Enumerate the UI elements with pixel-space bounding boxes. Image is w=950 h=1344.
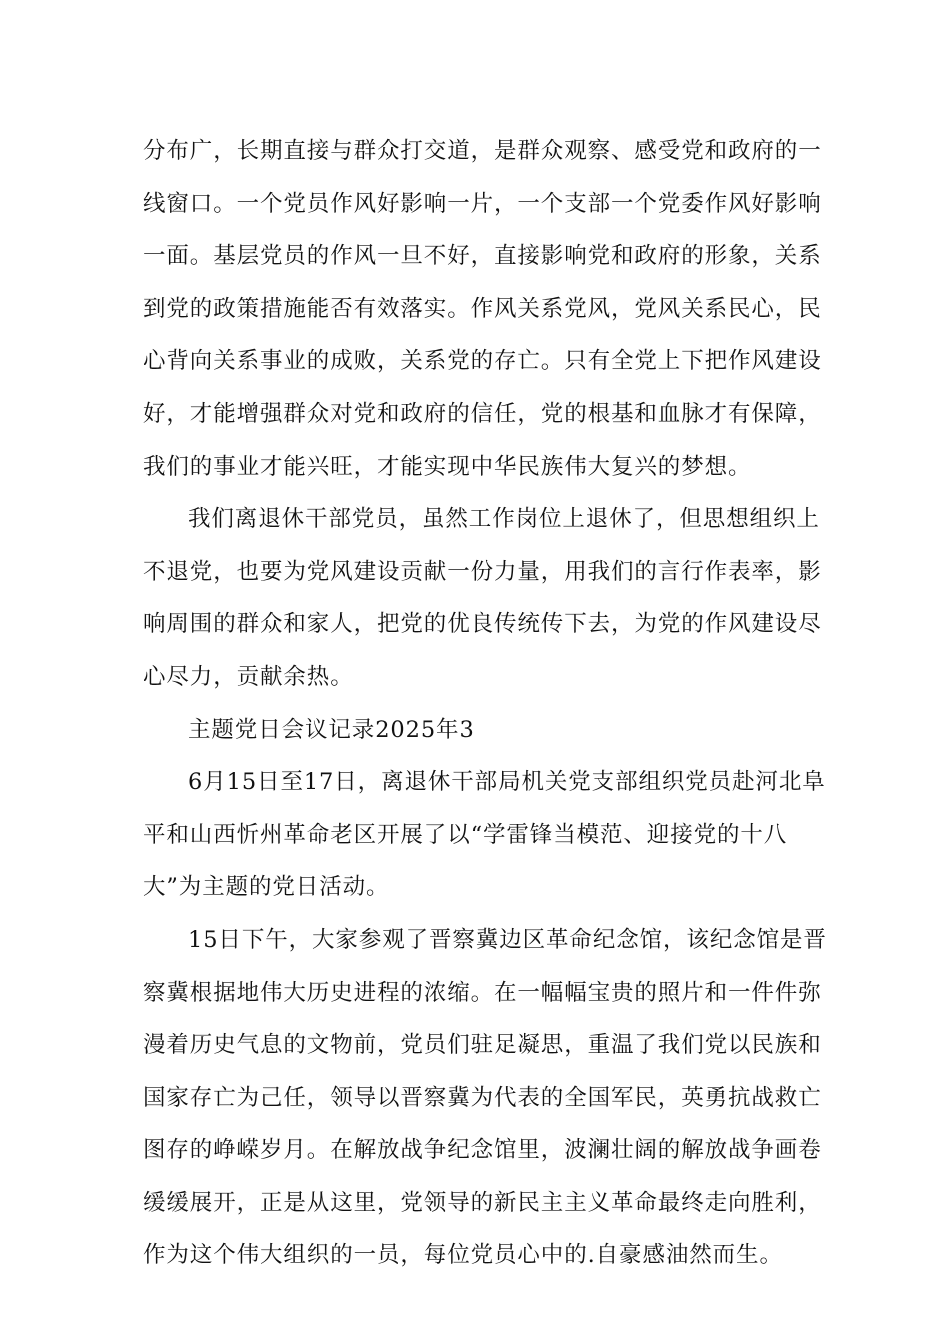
section-heading: 主题党日会议记录2025年3 [188,716,475,743]
text-line-11: 心尽力，贡献余热。 [143,663,354,690]
text-line-10: 响周围的群众和家人，把党的优良传统传下去，为党的作风建设尽 [143,611,822,638]
text-line-6: 好，才能增强群众对党和政府的信任，党的根基和血脉才有保障， [143,400,822,427]
text-line-19: 国家存亡为己任，领导以晋察冀为代表的全国军民，英勇抗战救亡 [143,1084,822,1111]
text-line-4: 到党的政策措施能否有效落实。作风关系党风，党风关系民心，民 [143,295,822,322]
text-line-9: 不退党，也要为党风建设贡献一份力量，用我们的言行作表率，影 [143,558,822,585]
text-line-3: 一面。基层党员的作风一旦不好，直接影响党和政府的形象，关系 [143,243,822,270]
document-body [143,125,827,1282]
text-line-13: 6月15日至17日，离退休干部局机关党支部组织党员赴河北阜 [188,769,826,796]
text-line-20: 图存的峥嵘岁月。在解放战争纪念馆里，波澜壮阔的解放战争画卷 [143,1137,822,1164]
text-line-1: 分布广，长期直接与群众打交道，是群众观察、感受党和政府的一 [143,138,822,164]
text-line-17: 察冀根据地伟大历史进程的浓缩。在一幅幅宝贵的照片和一件件弥 [143,979,822,1006]
text-line-7: 我们的事业才能兴旺，才能实现中华民族伟大复兴的梦想。 [143,453,752,480]
text-line-2: 线窗口。一个党员作风好影响一片，一个支部一个党委作风好影响 [143,190,822,217]
text-line-8: 我们离退休干部党员，虽然工作岗位上退休了，但思想组织上 [188,506,820,533]
text-line-5: 心背向关系事业的成败，关系党的存亡。只有全党上下把作风建设 [143,348,822,375]
text-line-14: 平和山西忻州革命老区开展了以“学雷锋当模范、迎接党的十八 [143,821,788,848]
text-line-18: 漫着历史气息的文物前，党员们驻足凝思，重温了我们党以民族和 [143,1032,822,1059]
text-line-16: 15日下午，大家参观了晋察冀边区革命纪念馆，该纪念馆是晋 [188,926,827,953]
text-line-21: 缓缓展开，正是从这里，党领导的新民主主义革命最终走向胜利， [143,1189,822,1216]
text-line-22: 作为这个伟大组织的一员，每位党员心中的.自豪感油然而生。 [143,1242,783,1269]
text-line-15: 大”为主题的党日活动。 [143,874,390,901]
